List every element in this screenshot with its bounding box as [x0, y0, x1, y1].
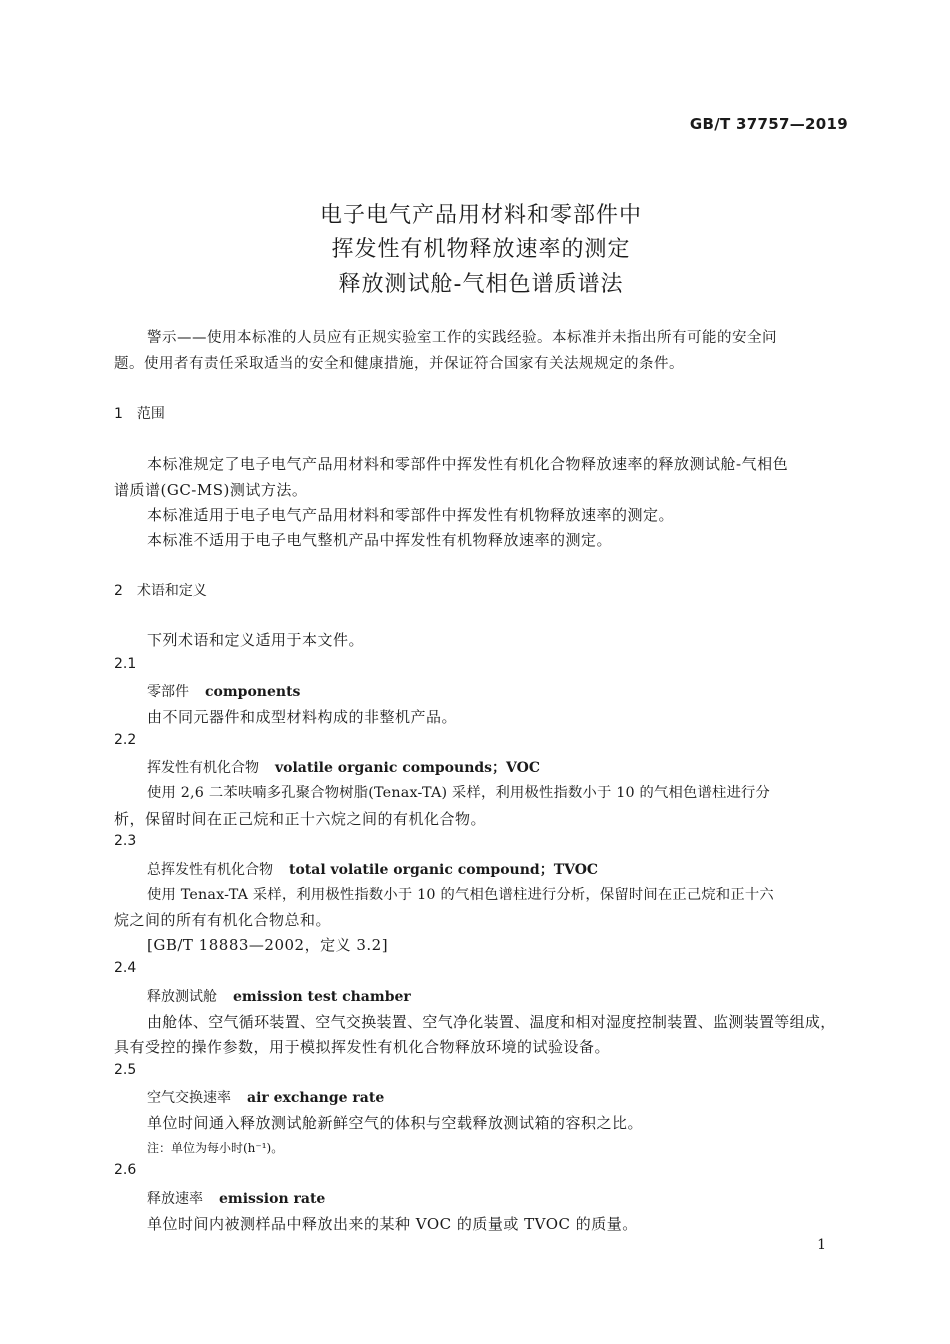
term-definition-cont: 烷之间的所有有机化合物总和。: [114, 911, 332, 929]
term-heading: [147, 986, 411, 1006]
term-en: components: [205, 684, 301, 700]
term-number: 2.6: [114, 1162, 137, 1178]
term-cn: 挥发性有机化合物: [147, 760, 259, 776]
title-line-2: 挥发性有机物释放速率的测定: [331, 237, 631, 262]
term-definition: 单位时间通入释放测试舱新鲜空气的体积与空载释放测试箱的容积之比。: [147, 1114, 644, 1132]
term-en: emission test chamber: [233, 989, 411, 1005]
term-number: 2.5: [114, 1062, 137, 1078]
term-heading: [147, 1087, 384, 1107]
title-line-1: 电子电气产品用材料和零部件中: [319, 203, 642, 228]
title-line-3: 释放测试舱-气相色谱质谱法: [338, 272, 624, 297]
standard-number: GB/T 37757—2019: [689, 115, 848, 133]
terms-intro: 下列术语和定义适用于本文件。: [147, 631, 365, 649]
term-definition-cont: 具有受控的操作参数，用于模拟挥发性有机化合物释放环境的试验设备。: [114, 1038, 611, 1056]
term-cn: 释放速率: [147, 1191, 203, 1207]
term-number: 2.2: [114, 732, 137, 748]
term-heading: [147, 757, 540, 777]
term-heading: [147, 681, 300, 701]
term-cn: 释放测试舱: [147, 989, 217, 1005]
scope-para-1-line-2: 谱质谱(GC-MS)测试方法。: [114, 481, 308, 499]
term-cn: 总挥发性有机化合物: [147, 862, 273, 878]
term-heading: [147, 1188, 325, 1208]
term-number: 2.4: [114, 960, 137, 976]
term-number: 2.1: [114, 656, 137, 672]
scope-para-2: 本标准适用于电子电气产品用材料和零部件中挥发性有机物释放速率的测定。: [147, 506, 675, 524]
term-en: emission rate: [219, 1191, 326, 1207]
term-definition: 由不同元器件和成型材料构成的非整机产品。: [147, 708, 458, 726]
section-1-heading: 1 范围: [114, 406, 165, 422]
term-reference: [GB/T 18883—2002，定义 3.2]: [147, 936, 389, 954]
term-definition: 使用 2,6 二苯呋喃多孔聚合物树脂(Tenax-TA) 采样，利用极性指数小于 10 的气相色谱柱进行分: [147, 785, 771, 801]
scope-para-3: 本标准不适用于电子电气整机产品中挥发性有机物释放速率的测定。: [147, 531, 613, 549]
warning-line-2: 题。使用者有责任采取适当的安全和健康措施，并保证符合国家有关法规规定的条件。: [114, 356, 684, 372]
term-definition: 由舱体、空气循环装置、空气交换装置、空气净化装置、温度和相对湿度控制装置、监测装置等组成，: [147, 1013, 836, 1031]
term-note: 注：单位为每小时(h⁻¹)。: [147, 1141, 284, 1155]
scope-para-1-line-1: 本标准规定了电子电气产品用材料和零部件中挥发性有机化合物释放速率的释放测试舱-气相色: [147, 455, 789, 473]
term-en: volatile organic compounds；VOC: [275, 760, 541, 776]
page-number: 1: [817, 1237, 826, 1253]
section-2-heading: 2 术语和定义: [114, 583, 207, 599]
term-definition: 使用 Tenax-TA 采样，利用极性指数小于 10 的气相色谱柱进行分析，保留时间在正己烷和正十六: [147, 887, 774, 903]
term-number: 2.3: [114, 833, 137, 849]
term-en: air exchange rate: [247, 1090, 385, 1106]
term-cn: 零部件: [147, 684, 189, 700]
term-en: total volatile organic compound；TVOC: [289, 862, 599, 878]
term-cn: 空气交换速率: [147, 1090, 231, 1106]
term-definition: 单位时间内被测样品中释放出来的某种 VOC 的质量或 TVOC 的质量。: [147, 1215, 638, 1233]
warning-line-1: 警示——使用本标准的人员应有正规实验室工作的实践经验。本标准并未指出所有可能的安全问: [147, 330, 777, 346]
term-heading: [147, 859, 598, 879]
term-definition-cont: 析，保留时间在正己烷和正十六烷之间的有机化合物。: [114, 810, 487, 828]
